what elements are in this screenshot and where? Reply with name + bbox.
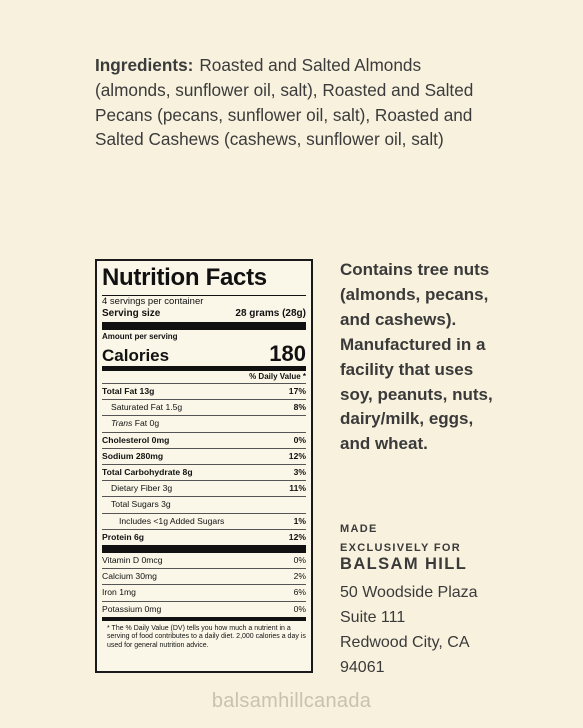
calories-label: Calories xyxy=(102,346,170,365)
serving-size-label: Serving size xyxy=(102,308,161,319)
daily-value-footnote: * The % Daily Value (DV) tells you how much a nutrient in a serving of food contributes to a daily diet. 2,000 calories a day is used for general nutrition advice. xyxy=(102,617,306,651)
nutrient-row: Sodium 280mg 12% xyxy=(102,448,306,464)
nutrient-row: Total Sugars 3g xyxy=(102,496,306,512)
serving-size xyxy=(102,308,306,320)
vitamin-row: Iron 1mg 6% xyxy=(102,584,306,600)
vitamin-row: Vitamin D 0mcg 0% xyxy=(102,555,306,566)
nutrient-row: Includes <1g Added Sugars 1% xyxy=(102,513,306,529)
nutrient-row: Trans Fat 0g xyxy=(102,415,306,431)
watermark: balsamhillcanada xyxy=(211,690,372,712)
calories-value: 180 xyxy=(269,341,306,366)
nutrient-row: Dietary Fiber 3g 11% xyxy=(102,480,306,496)
nutrient-row: Protein 6g 12% xyxy=(102,529,306,545)
vitamin-row: Calcium 30mg 2% xyxy=(102,568,306,584)
nutrient-row: Total Fat 13g 17% xyxy=(102,383,306,399)
ingredients-label: Ingredients: xyxy=(95,55,194,75)
calories-row xyxy=(102,342,306,366)
servings-per-container: 4 servings per container xyxy=(102,296,204,307)
brand-address: 50 Woodside Plaza Suite 111 Redwood City, CA 94061 xyxy=(340,584,478,676)
vitamin-row: Potassium 0mg 0% xyxy=(102,601,306,617)
amount-per-serving: Amount per serving xyxy=(102,332,178,341)
nutrient-row: Saturated Fat 1.5g 8% xyxy=(102,399,306,415)
nutrient-row: Total Carbohydrate 8g 3% xyxy=(102,464,306,480)
allergen-statement: Contains tree nuts (almonds, pecans, and cashews). Manufactured in a facility that uses soy, peanuts, nuts, dairy/milk, eggs, and wheat. xyxy=(340,260,493,454)
nutrition-facts-panel xyxy=(95,259,313,673)
ingredients-list: Roasted and Salted Almonds (almonds, sunflower oil, salt), Roasted and Salted Pecans (pecans, sunflower oil, salt), Roasted and Salted Cashews (cashews, sunflower oil, salt) xyxy=(95,55,474,150)
ingredients-text xyxy=(95,53,495,152)
nutrient-row: Cholesterol 0mg 0% xyxy=(102,432,306,448)
brand-name: BALSAM HILL xyxy=(340,555,468,573)
daily-value-header: % Daily Value * xyxy=(102,370,306,383)
serving-size-value: 28 grams (28g) xyxy=(235,308,306,319)
made-for-label: MADE EXCLUSIVELY FOR xyxy=(340,523,461,554)
nutrition-facts-title: Nutrition Facts xyxy=(102,264,267,291)
